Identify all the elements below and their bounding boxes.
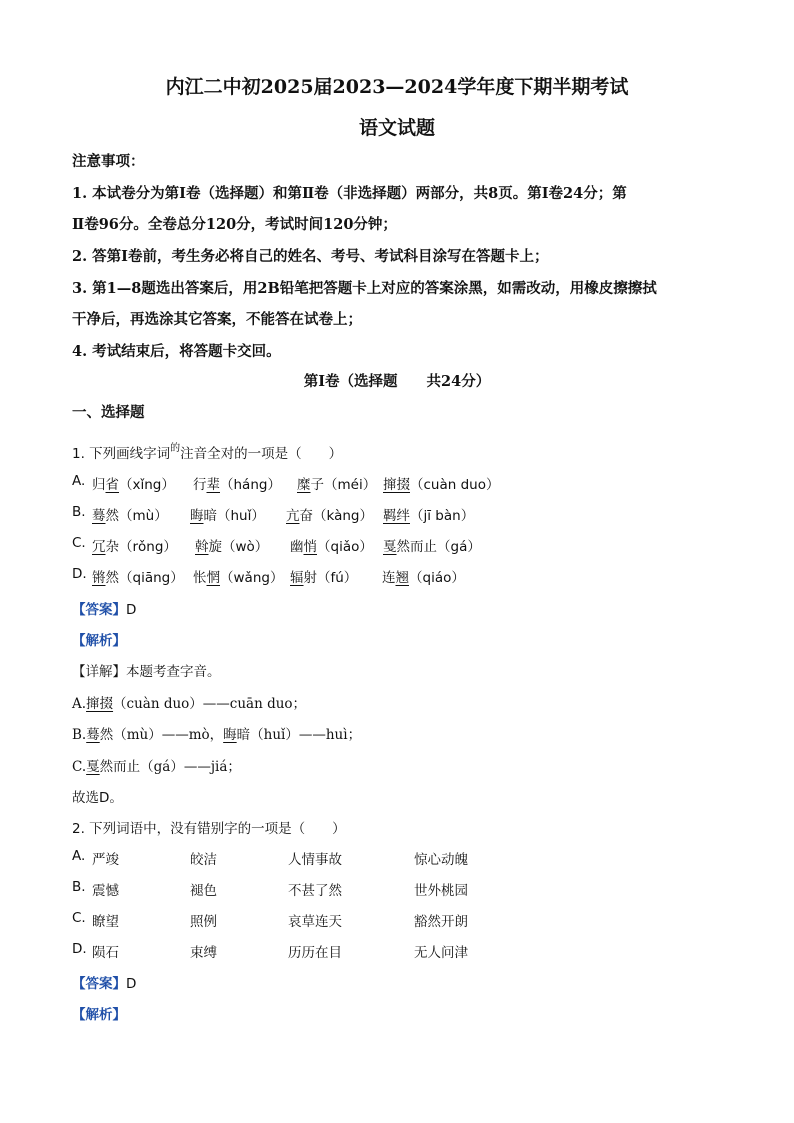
answer-value: D xyxy=(126,976,137,992)
part-heading: 一、选择题 xyxy=(72,404,145,421)
option-item: 豁然开朗 xyxy=(414,914,468,930)
option-item: 归省（xǐng） xyxy=(92,477,175,493)
option-item: 连翘（qiáo） xyxy=(382,570,465,586)
option-item: 行辈（háng） xyxy=(193,477,281,493)
option-label: A. xyxy=(72,473,86,489)
notes-line: 3. 第1—8题选出答案后，用2B铅笔把答题卡上对应的答案涂黑，如需改动，用橡皮擦擦拭 xyxy=(72,280,657,297)
option-item: 撺掇（cuàn duo） xyxy=(383,477,500,493)
option-item: 瞭望 xyxy=(92,914,119,930)
option-item: 褪色 xyxy=(190,883,217,899)
option-item: 戛然而止（gá） xyxy=(383,539,481,555)
option-item: 照例 xyxy=(190,914,217,930)
q1-answer xyxy=(72,598,136,618)
option-label: D. xyxy=(72,566,87,582)
option-label: B. xyxy=(72,504,86,520)
question-1-stem xyxy=(72,439,342,462)
q1-detail xyxy=(72,660,221,680)
option-item: 幽悄（qiǎo） xyxy=(290,539,373,555)
option-item: 无人问津 xyxy=(414,945,468,961)
option-item: 蓦然（mù） xyxy=(92,508,168,524)
option-item: 羁绊（jī bàn） xyxy=(383,508,475,524)
notes-line: 4. 考试结束后，将答题卡交回。 xyxy=(72,343,281,360)
option-label: D. xyxy=(72,941,87,957)
answer-tag: 【答案】 xyxy=(72,602,126,618)
stem-text: 注音全对的一项是（ ） xyxy=(180,446,343,462)
option-item: 斡旋（wò） xyxy=(195,539,269,555)
detail-tag: 【详解】 xyxy=(72,664,126,680)
section-title: 第Ⅰ卷（选择题 共24分） xyxy=(303,373,491,390)
option-item: 陨石 xyxy=(92,945,119,961)
notes-line: 1. 本试卷分为第Ⅰ卷（选择题）和第Ⅱ卷（非选择题）两部分，共8页。第Ⅰ卷24分；第 xyxy=(72,185,627,202)
option-item: 晦暗（huǐ） xyxy=(190,508,265,524)
notes-line: Ⅱ卷96分。全卷总分120分，考试时间120分钟； xyxy=(72,216,397,233)
option-item: 冗杂（rǒng） xyxy=(92,539,177,555)
exam-subtitle: 语文试题 xyxy=(358,117,435,139)
option-item: 不甚了然 xyxy=(288,883,342,899)
option-item: 震憾 xyxy=(92,883,119,899)
option-item: 皎洁 xyxy=(190,852,217,868)
option-item: 束缚 xyxy=(190,945,217,961)
q1-correction-line: B.蓦然（mù）——mò，晦暗（huǐ）——huì； xyxy=(72,727,362,743)
detail-text: 本题考查字音。 xyxy=(126,664,221,680)
notes-line: 2. 答第Ⅰ卷前，考生务必将自己的姓名、考号、考试科目涂写在答题卡上； xyxy=(72,248,549,265)
question-2-stem: 2. 下列词语中，没有错别字的一项是（ ） xyxy=(72,821,346,837)
q1-conclusion: 故选D。 xyxy=(72,790,123,806)
q2-analysis-tag: 【解析】 xyxy=(72,1007,126,1023)
stem-superscript: 的 xyxy=(170,443,181,454)
option-label: C. xyxy=(72,910,86,926)
option-item: 怅惘（wǎng） xyxy=(193,570,284,586)
option-label: A. xyxy=(72,848,86,864)
q2-answer xyxy=(72,972,136,992)
option-item: 锵然（qiāng） xyxy=(92,570,184,586)
option-item: 哀草连天 xyxy=(288,914,342,930)
option-item: 亢奋（kàng） xyxy=(286,508,373,524)
option-label: B. xyxy=(72,879,86,895)
option-item: 糜子（méi） xyxy=(297,477,377,493)
notes-heading: 注意事项： xyxy=(72,153,145,170)
notes-line: 干净后，再选涂其它答案，不能答在试卷上； xyxy=(72,311,362,328)
option-item: 严竣 xyxy=(92,852,119,868)
q1-analysis-tag: 【解析】 xyxy=(72,633,126,649)
option-label: C. xyxy=(72,535,86,551)
q1-correction-line: A.撺掇（cuàn duo）——cuān duo； xyxy=(72,696,307,712)
answer-tag: 【答案】 xyxy=(72,976,126,992)
exam-title: 内江二中初2025届2023—2024学年度下期半期考试 xyxy=(165,76,629,98)
option-item: 辐射（fú） xyxy=(290,570,358,586)
option-item: 人情事故 xyxy=(288,852,342,868)
option-item: 历历在目 xyxy=(288,945,342,961)
answer-value: D xyxy=(126,602,137,618)
option-item: 世外桃园 xyxy=(414,883,468,899)
option-item: 惊心动魄 xyxy=(414,852,468,868)
stem-text: 1. 下列画线字词 xyxy=(72,446,171,462)
q1-correction-line: C.戛然而止（gá）——jiá； xyxy=(72,759,241,775)
